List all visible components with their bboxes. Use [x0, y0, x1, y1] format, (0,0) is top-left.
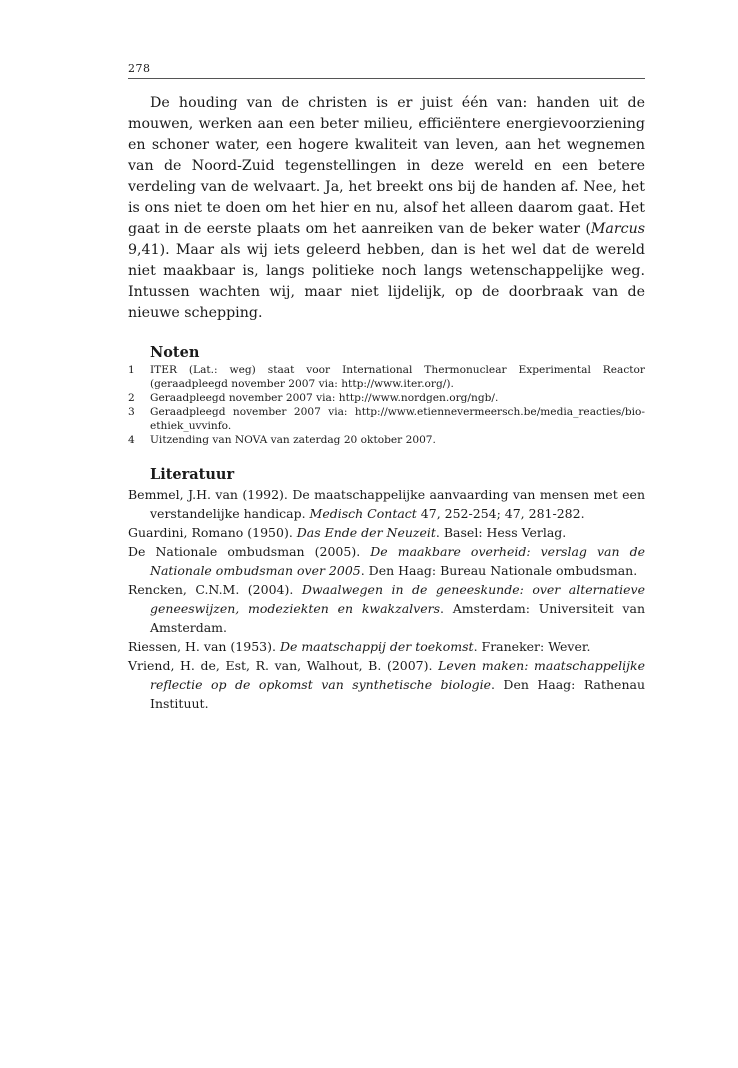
reference-title: De maakbare overheid: verslag van de Nationale ombudsman over 2005 — [150, 544, 645, 578]
note-text: Uitzending van NOVA van zaterdag 20 oktober 2007. — [150, 434, 436, 446]
note-number: 3 — [128, 406, 135, 418]
reference-author: Guardini, Romano (1950). — [128, 525, 297, 540]
note-number: 2 — [128, 392, 135, 404]
reference-author: Bemmel, J.H. van (1992). De maatschappelijke aanvaarding van mensen met een verstandelijke handicap. — [128, 487, 645, 521]
reference-title: Dwaalwegen in de geneeskunde: over alternatieve geneeswijzen, modeziekten en kwakzalvers — [150, 582, 645, 616]
reference-details: 47, 252-254; 47, 281-282. — [416, 506, 585, 521]
body-text-main: De houding van de christen is er juist één van: handen uit de mouwen, werken aan een beter milieu, efficiëntere energievoorziening en schoner water, een hogere kwaliteit van leven, aan het wegnemen van de Noord-Zuid tegenstellingen in deze wereld en een betere verdeling van de welvaart. Ja, het breekt ons bij de handen af. Nee, het is ons niet te doen om het hier en nu, alsof het alleen daarom gaat. Het gaat in de eerste plaats om het aanreiken van de beker water ( — [128, 95, 645, 237]
reference-item — [128, 637, 645, 656]
reference-item — [128, 656, 645, 713]
body-paragraph — [128, 93, 645, 324]
note-item — [128, 405, 645, 433]
reference-item — [128, 542, 645, 580]
notes-list — [128, 363, 645, 447]
note-item — [128, 433, 645, 447]
header-rule — [128, 78, 645, 79]
page — [128, 60, 645, 713]
reference-details: . Amsterdam: Universiteit van Amsterdam. — [150, 601, 645, 635]
reference-details: . Basel: Hess Verlag. — [435, 525, 567, 540]
note-text: ITER (Lat.: weg) staat voor International Thermonuclear Experimental Reactor (geraadpleegd november 2007 via: http://www.iter.org/). — [150, 364, 645, 390]
reference-item — [128, 580, 645, 637]
note-text: Geraadpleegd november 2007 via: http://www.nordgen.org/ngb/. — [150, 392, 499, 404]
reference-details: . Den Haag: Bureau Nationale ombudsman. — [360, 563, 638, 578]
reference-author: De Nationale ombudsman (2005). — [128, 544, 371, 559]
reference-title: Das Ende der Neuzeit — [296, 525, 436, 540]
notes-heading: Noten — [150, 344, 200, 361]
note-item — [128, 391, 645, 405]
reference-title: Medisch Contact — [309, 506, 417, 521]
literature-heading: Literatuur — [150, 466, 235, 483]
reference-author: Vriend, H. de, Est, R. van, Walhout, B. (2007). — [128, 658, 439, 673]
reference-title: Leven maken: maatschappelijke reflectie op de opkomst van synthetische biologie — [150, 658, 645, 692]
note-item — [128, 363, 645, 391]
bible-citation: Marcus — [590, 221, 645, 237]
body-text-continued: 9,41). Maar als wij iets geleerd hebben, dan is het wel dat de wereld niet maakbaar is, langs politieke noch langs wetenschappelijke weg. Intussen wachten wij, maar niet lijdelijk, op de doorbraak van de nieuwe schepping. — [128, 242, 645, 321]
reference-item — [128, 523, 645, 542]
page-number: 278 — [128, 62, 151, 75]
note-text: Geraadpleegd november 2007 via: http://www.etiennevermeersch.be/media_reacties/bio-ethiek_uvvinfo. — [150, 406, 645, 432]
note-number: 4 — [128, 434, 135, 446]
reference-item — [128, 485, 645, 523]
reference-author: Riessen, H. van (1953). — [128, 639, 280, 654]
reference-author: Rencken, C.N.M. (2004). — [128, 582, 302, 597]
literature-list — [128, 485, 645, 713]
reference-details: . Franeker: Wever. — [473, 639, 591, 654]
reference-title: De maatschappij der toekomst — [279, 639, 474, 654]
note-number: 1 — [128, 364, 135, 376]
reference-details: . Den Haag: Rathenau Instituut. — [150, 677, 646, 711]
